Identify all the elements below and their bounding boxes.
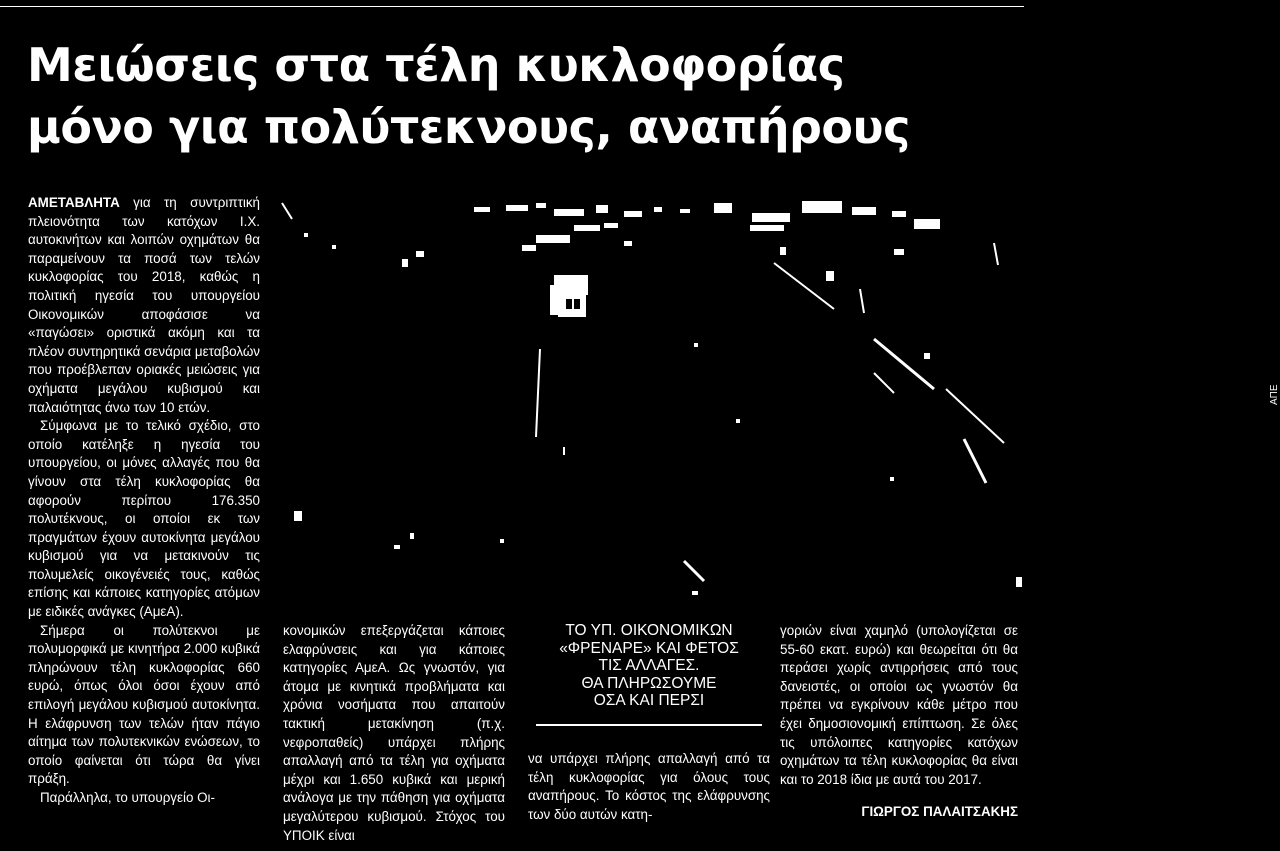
pull-quote-line-1: ΤΟ ΥΠ. ΟΙΚΟΝΟΜΙΚΩΝ (565, 622, 733, 639)
column-2-text: κονομικών επεξεργάζεται κάποιες ελαφρύνσεις και για κάποιες κατηγορίες ΑμεΑ. Ως γνωστόν, για άτομα με κινητικά προβλήματα και χρόνια νοσήματα που απαιτούν τακτική μετακίνηση (π.χ. νεφροπαθείς) υπάρχει πλήρης απαλλαγή από τα τέλη για οχήματα μέχρι και 1.650 κυβικά και μερική ανάλογα με την πάθηση για οχήματα μεγαλύτερου κυβισμού. Στόχος του ΥΠΟΙΚ είναι (283, 623, 505, 843)
pull-quote-line-2: «ΦΡΕΝΑΡΕ» ΚΑΙ ΦΕΤΟΣ (559, 639, 739, 657)
column-3 (528, 750, 770, 824)
column-4-text: γοριών είναι χαμηλό (υπολογίζεται σε 55-60 εκατ. ευρώ) και θεωρείται ότι θα περάσει χωρίς αντιρρήσεις από τους δανειστές, οι οποίοι ως γνωστόν θα πρέπει να εγκρίνουν κάθε μέτρο που έχει δημοσιονομική επίπτωση. Σε όλες τις υπόλοιπες κατηγορίες κατόχων οχημάτων τα τέλη κυκλοφορίας θα είναι και το 2018 ίδια με αυτά του 2017. (780, 623, 1018, 787)
pull-quote-line-3: ΤΙΣ ΑΛΛΑΓΕΣ. (598, 657, 700, 674)
paragraph-4: Παράλληλα, το υπουργείο Οι- (40, 790, 215, 805)
headline-line-2: μόνο για πολύτεκνους, αναπήρους (27, 100, 910, 154)
photo-credit: ΑΠΕ (1269, 384, 1280, 405)
paragraph-2: Σύμφωνα με το τελικό σχέδιο, στο οποίο κατέληξε η ηγεσία του υπουργείου, οι μόνες αλλαγές που θα γίνουν στα τέλη κυκλοφορίας θα αφορούν περίπου 176.350 πολυτέκνους, οι οποίοι εκ των πραγμάτων έχουν αυτοκίνητα μεγάλου κυβισμού για να μετακινούν τις πολυμελείς οικογένειές τους, καθώς επίσης και κάποιες κατηγορίες ατόμων με ειδικές ανάγκες (ΑμεΑ). (28, 418, 260, 620)
column-1 (28, 194, 260, 808)
traffic-photo-image (274, 193, 1022, 601)
paragraph-1-text: για τη συντριπτική πλειονότητα των κατόχων Ι.Χ. αυτοκινήτων και λοιπών οχημάτων θα παραμείνουν τα ποσά των τελών κυκλοφορίας του 2018, καθώς η πολιτική ηγεσία του υπουργείου Οικονομικών αποφάσισε να «παγώσει» οριστικά ακόμη και τα πλέον συντηρητικά σενάρια μεταβολών που προέβλεπαν οριακές μειώσεις για οχήματα μεγάλου κυβισμού και παλαιότητας άνω των 10 ετών. (28, 195, 260, 415)
column-3-text: να υπάρχει πλήρης απαλλαγή από τα τέλη κυκλοφορίας για όλους τους αναπήρους. Το κόστος της ελάφρυνσης των δύο αυτών κατη- (528, 751, 770, 822)
traffic-photo (274, 193, 1280, 601)
column-4 (780, 622, 1018, 789)
column-2 (283, 622, 505, 845)
pull-quote-rule (536, 724, 762, 726)
pull-quote-line-4: ΘΑ ΠΛΗΡΩΣΟΥΜΕ (581, 674, 717, 692)
paragraph-1 (28, 194, 260, 417)
headline-line-1: Μειώσεις στα τέλη κυκλοφορίας (27, 38, 845, 92)
top-rule (0, 0, 1024, 7)
pull-quote-line-5: ΟΣΑ ΚΑΙ ΠΕΡΣΙ (593, 692, 705, 709)
pull-quote (528, 622, 770, 726)
headline (27, 34, 1017, 158)
lead-word: ΑΜΕΤΑΒΛΗΤΑ (28, 195, 120, 210)
author-byline: ΓΙΩΡΓΟΣ ΠΑΛΑΙΤΣΑΚΗΣ (861, 804, 1018, 819)
paragraph-3: Σήμερα οι πολύτεκνοι με πολυμορφικά με κινητήρα 2.000 κυβικά πληρώνουν τέλη κυκλοφορίας 660 ευρώ, όπως όλοι όσοι έχουν από επιλογή μεγάλου κυβισμού αυτοκίνητα. Η ελάφρυνση των τελών ήταν πάγιο αίτημα των πολυτεκνικών ενώσεων, το οποίο φαίνεται ότι τώρα θα γίνει πράξη. (28, 622, 260, 787)
